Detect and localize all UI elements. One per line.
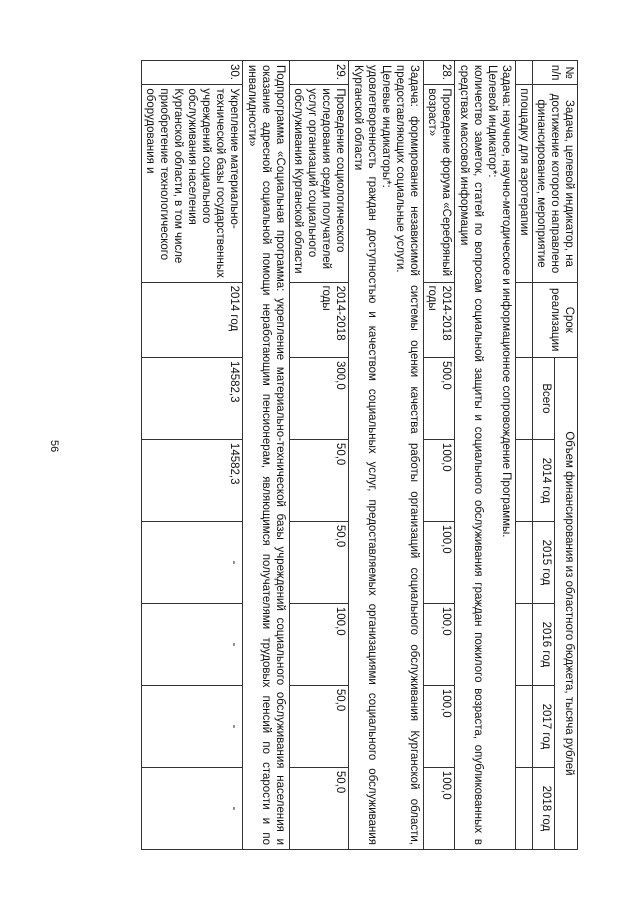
value-cell: - (141, 685, 242, 767)
subprogram-row (242, 61, 289, 850)
value-cell: 50,0 (289, 685, 348, 767)
row-number: 30. (141, 61, 242, 85)
header-year: 2015 год (532, 521, 555, 603)
term-cell: 2014-2018 годы (289, 282, 348, 357)
value-cell: 100,0 (423, 603, 454, 685)
value-cell: 14582,3 (141, 439, 242, 521)
header-funding: Объем финансирования из областного бюджета, тысяча рублей (555, 357, 578, 849)
value-cell: 500,0 (423, 357, 454, 439)
indicator-label: Целевой индикатор*: (485, 65, 498, 178)
term-cell: 2014 год (141, 282, 242, 357)
task-text: Задача: формирование независимой системы оценки качества работы организаций социального обслуживания Курганской области, предоставляющих социальные услуги. (393, 65, 420, 845)
table-row (423, 61, 454, 850)
value-cell: 50,0 (289, 767, 348, 849)
row-number: 29. (289, 61, 348, 85)
header-task: Задача, целевой индикатор, на достижение которого направлено финансирование, мероприятие (532, 85, 577, 282)
value-cell: 50,0 (289, 439, 348, 521)
table-row (515, 61, 532, 850)
indicator-text: количество заметок, статей по вопросам социальной защиты и социального обслуживания граждан пожилого возраста, опубликованных в средствах массовой информации (457, 65, 484, 845)
header-year: 2016 год (532, 603, 555, 685)
header-year: 2014 год (532, 439, 555, 521)
page-number: 56 (48, 440, 60, 453)
task-row (454, 61, 515, 850)
value-cell: - (141, 767, 242, 849)
value-cell: 14582,3 (141, 357, 242, 439)
measure-name: Укрепление материально-технической базы государственных учреждений социального обслуживания населения Курганской области, в том числе приобретение технологического оборудования и (141, 85, 242, 282)
table-row (141, 61, 242, 850)
value-cell: 100,0 (423, 685, 454, 767)
row-continuation: площадку для аэротерапии (515, 85, 532, 282)
header-year: 2018 год (532, 767, 555, 849)
value-cell: 50,0 (289, 521, 348, 603)
header-num: № п/п (532, 61, 577, 85)
value-cell: 100,0 (423, 439, 454, 521)
value-cell: - (141, 521, 242, 603)
value-cell: 100,0 (423, 767, 454, 849)
rotated-page (98, 60, 578, 850)
header-term: Срок реализации (532, 282, 577, 357)
value-cell: - (141, 603, 242, 685)
funding-table (141, 60, 578, 850)
measure-name: Проведение социологического исследования среди получателей услуг организаций социального обслуживания Курганской области (289, 85, 348, 282)
measure-name: Проведение форума «Серебряный возраст» (423, 85, 454, 282)
task-text: Задача: научное, научно-методическое и информационное сопровождение Программы. (499, 65, 512, 538)
value-cell: 100,0 (289, 603, 348, 685)
value-cell: 100,0 (423, 521, 454, 603)
indicator-label: Целевые индикаторы*: (379, 65, 392, 188)
subprogram-text: Подпрограмма «Социальная программа: укрепление материально-технической базы учреждений социального обслуживания населения и оказание адресной социальной помощи неработающим пенсионерам, являющимся получателями трудовых пенсий по старости и по инвалидности» (242, 61, 289, 850)
indicator-text: удовлетворенность граждан доступностью и качеством социальных услуг, предоставляемых организациями социального обслуживания Курганской области (351, 65, 378, 845)
task-row (348, 61, 423, 850)
table-row (289, 61, 348, 850)
value-cell: 300,0 (289, 357, 348, 439)
header-year: Всего (532, 357, 555, 439)
row-number: 28. (423, 61, 454, 85)
term-cell: 2014-2018 годы (423, 282, 454, 357)
header-year: 2017 год (532, 685, 555, 767)
